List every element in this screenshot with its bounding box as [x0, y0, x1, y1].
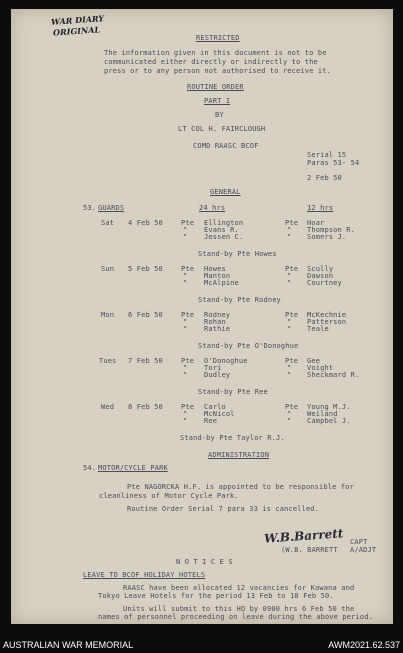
day-name: Sun: [101, 265, 115, 273]
rank-24h: Pte: [181, 219, 195, 227]
footer-institution: AUSTRALIAN WAR MEMORIAL: [3, 640, 134, 650]
ditto-mark: ": [183, 325, 188, 333]
notice-line-3: Units will submit to this HQ by 0900 hrs 6 Feb 50 the: [123, 605, 355, 613]
standby-line: Stand-by Pte O'Donoghue: [198, 342, 299, 350]
ditto-mark: ": [183, 272, 188, 280]
handwritten-original: ORIGINAL: [52, 24, 101, 38]
signature-rank: CAPT: [350, 538, 368, 546]
para-54-number: 54.: [83, 464, 97, 472]
ditto-mark: ": [183, 364, 188, 372]
guard-name: Carlo: [204, 403, 226, 411]
rank-12h: Pte: [285, 265, 299, 273]
guard-name: O'Donoghue: [204, 357, 248, 365]
guard-name: Voight: [307, 364, 334, 372]
day-name: Mon: [101, 311, 115, 319]
day-name: Sat: [101, 219, 115, 227]
rank-12h: Pte: [285, 311, 299, 319]
standby-line: Stand-by Pte Taylor R.J.: [180, 434, 285, 442]
footer-accession-number: AWM2021.62.537: [328, 640, 400, 650]
order-date: 2 Feb 50: [307, 174, 342, 182]
notice-line-1: RAASC have been allocated 12 vacancies for Kawana and: [123, 584, 355, 592]
guard-name: Rohan: [204, 318, 226, 326]
motor-cycle-park-title: MOTOR/CYCLE PARK: [98, 464, 168, 472]
guard-name: McKechnie: [307, 311, 347, 319]
guard-name: Tori: [204, 364, 222, 372]
para-53-number: 53.: [83, 204, 97, 212]
notice-line-1: The information given in this document is not to be: [104, 49, 327, 57]
guard-name: Dudley: [204, 371, 231, 379]
by-label: BY: [215, 111, 224, 119]
ditto-mark: ": [287, 279, 292, 287]
ditto-mark: ": [183, 417, 188, 425]
signature-name: (W.B. BARRETT: [281, 546, 338, 554]
ditto-mark: ": [183, 318, 188, 326]
guard-name: Courtney: [307, 279, 342, 287]
ditto-mark: ": [183, 233, 188, 241]
rank-24h: Pte: [181, 265, 195, 273]
guard-name: Jessen C.: [204, 233, 244, 241]
guard-name: Ree: [204, 417, 218, 425]
ditto-mark: ": [287, 272, 292, 280]
day-date: 6 Feb 50: [128, 311, 163, 319]
ditto-mark: ": [183, 371, 188, 379]
paras-range: Paras 53- 54: [307, 159, 360, 167]
column-12-hrs: 12 hrs: [307, 204, 334, 212]
command-name: COMD RAASC BCOF: [193, 142, 259, 150]
part-title: PART I: [204, 97, 231, 105]
day-date: 5 Feb 50: [128, 265, 163, 273]
day-date: 4 Feb 50: [128, 219, 163, 227]
standby-line: Stand-by Pte Ree: [198, 388, 268, 396]
guard-name: Gee: [307, 357, 321, 365]
officer-name: LT COL H. FAIRCLOUGH: [178, 125, 266, 133]
day-name: Tues: [99, 357, 117, 365]
notices-heading: N O T I C E S: [176, 558, 233, 566]
guard-name: Dawson: [307, 272, 334, 280]
rank-24h: Pte: [181, 357, 195, 365]
document-page: [11, 9, 393, 624]
guards-title: GUARDS: [98, 204, 125, 212]
guard-name: Scully: [307, 265, 334, 273]
ditto-mark: ": [183, 279, 188, 287]
rank-24h: Pte: [181, 403, 195, 411]
column-24-hrs: 24 hrs: [199, 204, 226, 212]
administration-heading: ADMINISTRATION: [208, 451, 270, 459]
day-date: 7 Feb 50: [128, 357, 163, 365]
signature-title: A/ADJT: [350, 546, 377, 554]
ditto-mark: ": [183, 410, 188, 418]
guard-name: McAlpine: [204, 279, 239, 287]
guard-name: Teale: [307, 325, 329, 333]
footer-bar: [0, 637, 403, 653]
routine-order-title: ROUTINE ORDER: [187, 83, 244, 91]
admin-line-3: Routine Order Serial 7 para 33 is cancelled.: [127, 505, 320, 513]
ditto-mark: ": [183, 226, 188, 234]
standby-line: Stand-by Pte Howes: [198, 250, 277, 258]
rank-12h: Pte: [285, 219, 299, 227]
admin-line-2: cleanliness of Motor Cycle Park.: [99, 492, 239, 500]
notice-line-4: names of personnel proceeding on leave during the above period.: [98, 613, 373, 621]
ditto-mark: ": [287, 226, 292, 234]
notice-line-3: press or to any person not authorised to receive it.: [104, 67, 331, 75]
guard-name: Campbel J.: [307, 417, 351, 425]
guard-name: McNicol: [204, 410, 235, 418]
guard-name: Somers J.: [307, 233, 347, 241]
restricted-label: RESTRICTED: [196, 34, 240, 42]
day-date: 8 Feb 50: [128, 403, 163, 411]
ditto-mark: ": [287, 371, 292, 379]
guard-name: Rathie: [204, 325, 231, 333]
guard-name: Sheckmard R.: [307, 371, 360, 379]
guard-name: Weiland: [307, 410, 338, 418]
ditto-mark: ": [287, 410, 292, 418]
guard-name: Ellington: [204, 219, 244, 227]
standby-line: Stand-by Pte Rodney: [198, 296, 281, 304]
guard-name: Evans R.: [204, 226, 239, 234]
serial-number: Serial 15: [307, 151, 347, 159]
rank-12h: Pte: [285, 357, 299, 365]
general-heading: GENERAL: [210, 188, 241, 196]
rank-24h: Pte: [181, 311, 195, 319]
day-name: Wed: [101, 403, 115, 411]
ditto-mark: ": [287, 325, 292, 333]
notice-line-2: communicated either directly or indirectly to the: [104, 58, 318, 66]
guard-name: Rodney: [204, 311, 231, 319]
guard-name: Thompson R.: [307, 226, 356, 234]
rank-12h: Pte: [285, 403, 299, 411]
ditto-mark: ": [287, 417, 292, 425]
ditto-mark: ": [287, 233, 292, 241]
guard-name: Manton: [204, 272, 231, 280]
guard-name: Howes: [204, 265, 226, 273]
ditto-mark: ": [287, 364, 292, 372]
handwritten-signature: W.B.Barrett: [263, 526, 344, 546]
guard-name: Patterson: [307, 318, 347, 326]
handwritten-war-diary: WAR DIARY: [50, 13, 105, 27]
guard-name: Hoar: [307, 219, 325, 227]
admin-line-1: Pte NAGORCKA H.F. is appointed to be responsible for: [127, 483, 354, 491]
leave-hotels-title: LEAVE TO BCOF HOLIDAY HOTELS: [83, 571, 206, 579]
guard-name: Young M.J.: [307, 403, 351, 411]
ditto-mark: ": [287, 318, 292, 326]
notice-line-2: Tokyo Leave Hotels for the period 13 Feb to 18 Feb 50.: [98, 592, 334, 600]
